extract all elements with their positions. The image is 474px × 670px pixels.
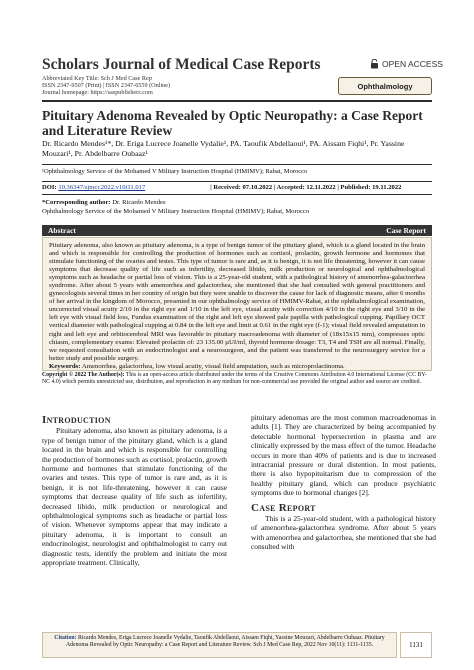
abstract-bar bbox=[42, 225, 432, 236]
article-title: Pituitary Adenoma Revealed by Optic Neuropathy: a Case Report and Literature Review bbox=[42, 108, 423, 138]
author-list: Dr. Ricardo Mendes¹*, Dr. Eriga Lucrece Joanelle Vydalie¹, PA. Taoufik Abdellaoui¹, PA. Aissam Fiqhi¹, Pr. Yassine Mouzari¹, Pr. Abdelbarre Oubaaz¹ bbox=[42, 139, 405, 158]
corr-name: Dr. Ricardo Mendes bbox=[112, 199, 166, 206]
open-lock-icon bbox=[370, 59, 379, 69]
journal-homepage[interactable]: Journal homepage: https://saspublishers.com bbox=[42, 89, 153, 96]
left-column bbox=[42, 416, 227, 568]
corr-affiliation: Ophthalmology Service of the Mohamed V Military Instruction Hospital (HMIMV); Rabat, Morocco bbox=[42, 207, 310, 215]
dates-rule bbox=[42, 194, 432, 195]
doi-row bbox=[42, 184, 437, 191]
keywords-label: Keywords: bbox=[49, 362, 81, 370]
copyright-text: This is an open-access article distributed under the terms of the Creative Commons Attribution 4.0 International License (CC BY-NC 4.0) which permits unrestricted use, distribution, and reproduction in any medium for non-commercial use provided the original author and source are credited. bbox=[42, 372, 427, 385]
article-type: Case Report bbox=[386, 226, 426, 235]
corresponding-author bbox=[42, 199, 437, 216]
doi-link[interactable]: 10.36347/sjmcr.2022.v10i11.017 bbox=[58, 184, 146, 191]
header-rule bbox=[42, 100, 432, 102]
right-column-text: pituitary adenomas are the most common macroadenomas in adults [1]. They are characterized by being accompanied by detectable hormonal hypersecretion in plasma and are clinically expressed by the mass effect of the tumor. Headache occurs in more than 40% of patients and is due to increased intracranial pressure or dural distention. In most patients, there is also hypopituitarism due to compression of the healthy pituitary gland, which can produce psychiatric symptoms due to hormonal changes [2]. bbox=[251, 413, 436, 498]
right-column bbox=[251, 413, 436, 552]
doi-label: DOI: bbox=[42, 184, 57, 191]
citation-text: Ricardo Mendes, Eriga Lucrece Joanelle Vydalie, Taoufik Abdellaoui, Aissam Fiqhi, Yassine Mouzari, Abdelbarre Oubaaz. Pituitary Adenoma Revealed by Optic Neuropathy: a Case Report and Literature Review. Sch J Med Case Rep, 2022 Nov 10(11): 1131-1135. bbox=[65, 635, 385, 648]
abstract-text: Pituitary adenoma, also known as pituitary adenoma, is a type of benign tumor of the pituitary gland, which is a gland located in the brain and which is responsible for controlling the production of hormones such as cortisol, prolactin, growth hormone and hormones that stimulate functioning of the ovaries and testes. This type of tumor is rare and, as it is benign, it is not life threatening, however it can cause symptoms that decrease quality of life such as infertility, decreased libido, milk production or neurological and ophthalmological symptoms such as headache or partial loss of vision. This is a 25-year-old student, with a pathological history of amenorrhea-galactorrhea syndrome. After about 5 years with amenorrhea and galactorrhea, she mentioned that she had consulted with general practitioners and gynecologists several times in her country of origin but they were unable to discover the cause for lack of diagnostic means, after 6 months of her arrival in the kingdom of Morocco, presented in our ophthalmology service of HMIMV-Rabat, at the ophthalmological examination, uncorrected visual acuity 2/10 in the right eye and 1/10 in the left eye, visual acuity with correction 4/10 in the right eye and 3/10 in the left eye with visual field loss, Fundus examination of the right and left eye showed pale papilla with pathological cupping. Papillary OCT vertical diameter with pathological cupping at 0.84 in the left eye and limit at 0.61 in the right eye (f-1); visual field revealed amputation in right and left eye and orbitocerebral MRI was favorable to pituitary macroadenoma with diameter of (18x15x15 mm), compresses optic chiasm, complementary exams: Elevated prolactin of: 23 135.00 µUI/ml, thyroid hormone dosage: T3, T4 and TSH are all normal. Finally, we requested consultation with an endocrinologist and a neurosurgeon, and the patient was transferred to the neurosurgery service for a better study and possible surgery. bbox=[49, 242, 426, 362]
page-number: 1131 bbox=[400, 632, 432, 658]
introduction-heading: Introduction bbox=[42, 414, 111, 426]
citation-box bbox=[42, 632, 397, 658]
journal-abbrev: Abbreviated Key Title: Sch J Med Case Rep bbox=[42, 75, 152, 82]
doi-rule bbox=[42, 181, 432, 182]
case-report-heading: Case Report bbox=[251, 501, 316, 514]
specialty-badge: Ophthalmology bbox=[338, 77, 432, 95]
open-access-label bbox=[370, 59, 443, 69]
publication-dates: | Received: 07.10.2022 | Accepted: 12.11.2022 | Published: 19.11.2022 bbox=[210, 184, 402, 191]
introduction-text: Pituitary adenoma, also known as pituitary adenoma, is a type of benign tumor of the pituitary gland, which is a gland located in the brain and which is responsible for controlling the production of hormones such as cortisol, prolactin, growth hormone and hormones that stimulate functioning of the ovaries and testes. This type of tumor is rare and, as it is benign, it is not life-threatening, however it can cause symptoms that decrease quality of life such as infertility, decreased libido, milk production or neurological and ophthalmological symptoms such as headache or partial loss of vision. Whenever symptoms appear that may indicate a pituitary adenoma, it is important to consult an endocrinologist, neurologist and ophthalmologist to carry out diagnostic tests, identify the problem and initiate the most appropriate treatment. Clinically, bbox=[42, 426, 227, 568]
open-access-text: OPEN ACCESS bbox=[382, 59, 443, 69]
journal-issn: ISSN 2347-9507 (Print) | ISSN 2347-6559 (Online) bbox=[42, 82, 171, 89]
affiliation: ¹Ophthalmology Service of the Mohamed V Military Instruction Hospital (HMIMV); Rabat, Morocco bbox=[42, 168, 308, 175]
case-report-text: This is a 25-year-old student, with a pathological history of amenorrhea-galactorrhea syndrome. After about 5 years with amenorrhea and galactorrhea, she mentioned that she had consulted with bbox=[251, 514, 436, 552]
abstract-box bbox=[42, 237, 432, 371]
keywords-text: Amenorrhea, galactorrhea, low visual acuity, visual field amputation, such as microprolactinoma. bbox=[81, 362, 345, 370]
journal-title: Scholars Journal of Medical Case Reports bbox=[42, 56, 321, 73]
copyright-notice bbox=[42, 372, 432, 386]
affil-rule bbox=[42, 164, 432, 165]
corr-label: *Corresponding author: bbox=[42, 199, 111, 206]
abstract-label: Abstract bbox=[48, 226, 76, 235]
copyright-label: Copyright © 2022 The Author(s): bbox=[42, 372, 125, 378]
citation-label: Citation: bbox=[54, 635, 77, 641]
